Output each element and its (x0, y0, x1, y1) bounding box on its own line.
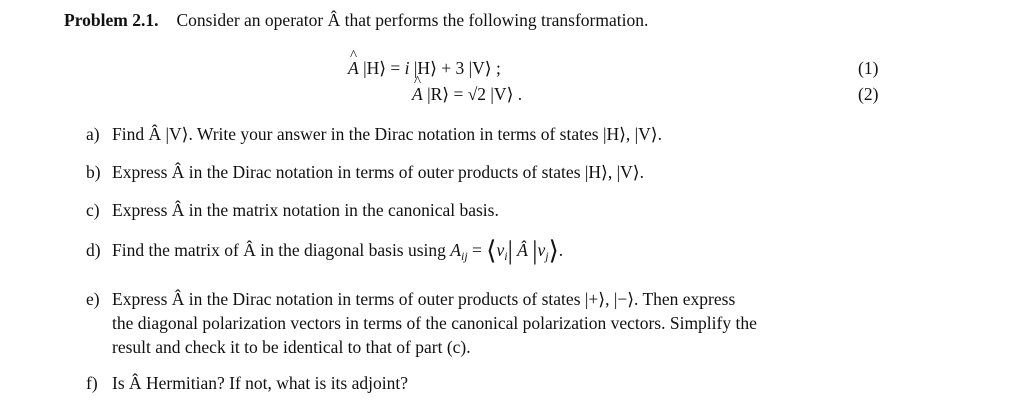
part-f-tag: f) (86, 373, 98, 393)
problem-heading (64, 10, 648, 31)
equation-1-text-a: |H⟩ = (358, 58, 405, 78)
part-f (86, 373, 408, 394)
equation-2-text: |R⟩ = √2 |V⟩ . (422, 84, 523, 104)
part-f-text: Is Â Hermitian? If not, what is its adjoint? (112, 373, 408, 393)
matrix-element-symbol: A (450, 240, 461, 260)
part-e-line-2: the diagonal polarization vectors in terms of the canonical polarization vectors. Simplify the (112, 313, 757, 333)
part-d-text: Find the matrix of Â in the diagonal basis using (112, 240, 451, 260)
formula-operator: Â (517, 240, 528, 260)
equation-2 (412, 84, 522, 105)
ket-subscript: j (545, 249, 549, 263)
part-e (86, 289, 735, 310)
ket-vector: v (537, 240, 546, 260)
equation-1 (348, 58, 501, 79)
part-b (86, 162, 644, 183)
part-a-text: Find Â |V⟩. Write your answer in the Dirac notation in terms of states |H⟩, |V⟩. (112, 124, 663, 144)
equation-2-number: (2) (858, 84, 879, 104)
part-a-tag: a) (86, 124, 100, 144)
matrix-element-subscript: ij (461, 249, 468, 263)
equation-1-number: (1) (858, 58, 879, 78)
part-b-text: Express Â in the Dirac notation in terms of outer products of states |H⟩, |V⟩. (112, 162, 644, 182)
part-e-line-3: result and check it to be identical to that of part (c). (112, 337, 471, 357)
part-c-text: Express Â in the matrix notation in the canonical basis. (112, 200, 499, 220)
operator-symbol: ^ A (412, 84, 423, 105)
left-angle-bracket: ⟨ (486, 236, 497, 265)
part-e-tag: e) (86, 289, 100, 309)
operator-symbol: ^ A (348, 58, 359, 79)
formula-equals: = (467, 240, 487, 260)
problem-label: Problem 2.1. (64, 10, 159, 30)
part-a (86, 124, 662, 145)
part-d (86, 236, 564, 265)
bra-subscript: i (504, 249, 508, 263)
left-bar: | (507, 236, 513, 265)
equation-1-imaginary-unit: i (404, 58, 410, 78)
equation-1-text-b: |H⟩ + 3 |V⟩ ; (409, 58, 501, 78)
right-bar: | (532, 236, 538, 265)
part-d-tag: d) (86, 240, 101, 260)
part-c (86, 200, 499, 221)
part-e-line-1: Express Â in the Dirac notation in terms of outer products of states |+⟩, |−⟩. Then express (112, 289, 736, 309)
bra-vector: v (496, 240, 505, 260)
part-c-tag: c) (86, 200, 100, 220)
right-angle-bracket: ⟩ (548, 236, 559, 265)
part-b-tag: b) (86, 162, 101, 182)
part-d-end: . (558, 240, 564, 260)
problem-intro: Consider an operator Â that performs the following transformation. (176, 10, 649, 30)
